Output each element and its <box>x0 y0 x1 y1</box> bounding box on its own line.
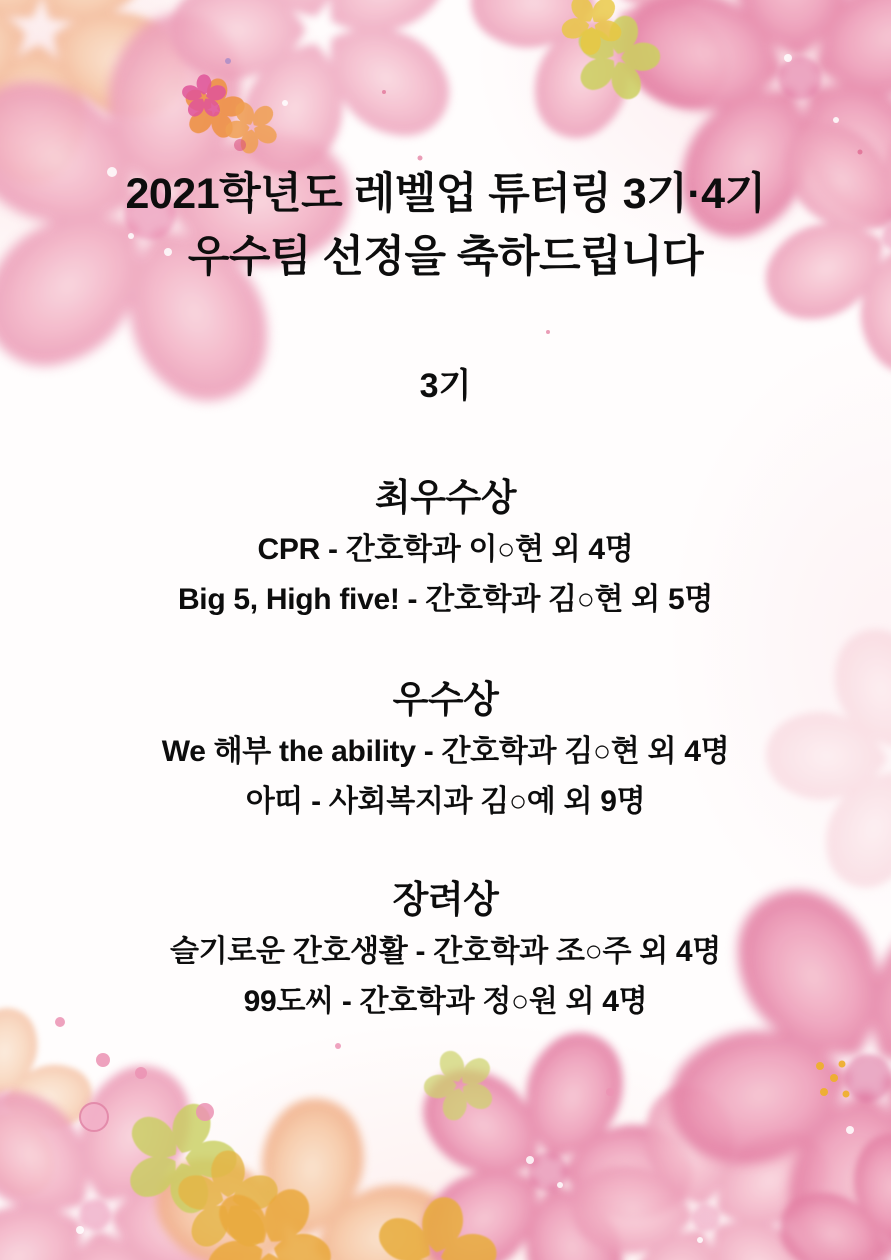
session-heading: 3기 <box>419 367 472 405</box>
title-line-1: 2021학년도 레벨업 튜터링 3기·4기 <box>125 170 766 218</box>
poster-title <box>0 163 891 289</box>
award-section-encouragement-prize <box>0 879 891 1027</box>
award-title: 최우수상 <box>375 477 516 518</box>
award-title: 장려상 <box>392 879 499 920</box>
award-section-excellence-prize <box>0 679 891 827</box>
team-line: Big 5, High five! - 간호학과 김○현 외 5명 <box>177 583 714 616</box>
team-line: CPR - 간호학과 이○현 외 4명 <box>257 533 634 566</box>
title-line-2: 우수팀 선정을 축하드립니다 <box>187 233 704 281</box>
award-title: 우수상 <box>392 679 499 720</box>
team-line: 아띠 - 사회복지과 김○예 외 9명 <box>245 785 646 818</box>
award-section-grand-prize <box>0 477 891 625</box>
team-line: 99도씨 - 간호학과 정○원 외 4명 <box>243 985 648 1018</box>
team-line: 슬기로운 간호생활 - 간호학과 조○주 외 4명 <box>170 935 721 968</box>
team-line: We 해부 the ability - 간호학과 김○현 외 4명 <box>161 735 730 768</box>
